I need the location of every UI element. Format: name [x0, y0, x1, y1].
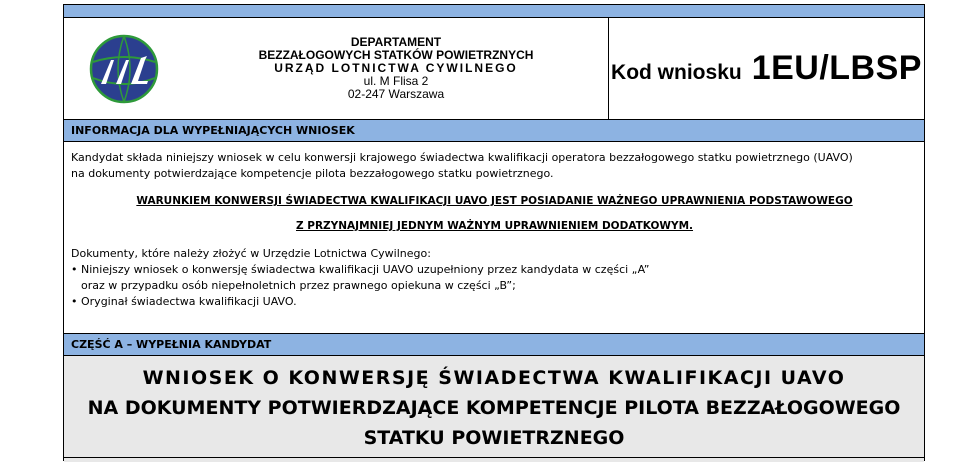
bullet-icon: • [71, 263, 78, 276]
form-title-line2: NA DOKUMENTY POTWIERDZAJĄCE KOMPETENCJE PILOTA BEZZAŁOGOWEGO [87, 397, 901, 419]
address-street: ul. M Flisa 2 [363, 74, 429, 88]
application-form [63, 4, 925, 461]
bullet-text: oraz w przypadku osób niepełnoletnich przez prawnego opiekuna w części „B”; [81, 279, 516, 292]
list-item [71, 294, 918, 310]
address-city: 02-247 Warszawa [347, 87, 445, 101]
form-title-line3: STATKU POWIETRZNEGO [363, 427, 625, 449]
form-title [64, 356, 924, 462]
bullet-text: Niniejszy wniosek o konwersję świadectwa kwalifikacji UAVO uzupełniony przez kandydata w części „A” [81, 263, 650, 276]
application-code-label: Kod wniosku [611, 60, 742, 84]
documents-intro: Dokumenty, które należy złożyć w Urzędzie Lotnictwa Cywilnego: [71, 247, 431, 260]
list-item [71, 262, 918, 278]
department-name: DEPARTAMENT [350, 35, 442, 49]
condition-line2: Z PRZYNAJMNIEJ JEDNYM WAŻNYM UPRAWNIENIEM DODATKOWYM. [295, 220, 694, 232]
table-edge [64, 457, 924, 461]
bullet-icon: • [71, 295, 78, 308]
authority-name: URZĄD LOTNICTWA CYWILNEGO [274, 61, 518, 75]
form-header [64, 18, 924, 120]
ulc-logo-icon [87, 32, 161, 106]
condition-line1: WARUNKIEM KONWERSJI ŚWIADECTWA KWALIFIKACJI UAVO JEST POSIADANIE WAŻNEGO UPRAWNIENIA PODSTAWOWEGO [136, 195, 853, 207]
department-info [184, 18, 608, 119]
top-color-bar [64, 5, 924, 18]
list-item-continuation [71, 278, 918, 294]
department-full-name: BEZZAŁOGOWYCH STATKÓW POWIETRZNYCH [258, 48, 534, 62]
info-section-body [64, 142, 924, 334]
bullet-text: Oryginał świadectwa kwalifikacji UAVO. [81, 295, 297, 308]
logo-cell [64, 18, 184, 119]
info-section-heading: INFORMACJA DLA WYPEŁNIAJĄCYCH WNIOSEK [64, 120, 924, 142]
form-title-line1: WNIOSEK O KONWERSJĘ ŚWIADECTWA KWALIFIKACJI UAVO [142, 367, 846, 389]
application-code-cell [608, 18, 924, 119]
intro-text-line2: na dokumenty potwierdzające kompetencje pilota bezzałogowego statku powietrznego. [71, 167, 554, 180]
application-code-value: 1EU/LBSP [751, 49, 922, 87]
part-a-heading: CZĘŚĆ A – WYPEŁNIA KANDYDAT [64, 334, 924, 356]
intro-text-line1: Kandydat składa niniejszy wniosek w celu konwersji krajowego świadectwa kwalifikacji operatora bezzałogowego statku powietrznego (UAVO) [71, 151, 853, 164]
